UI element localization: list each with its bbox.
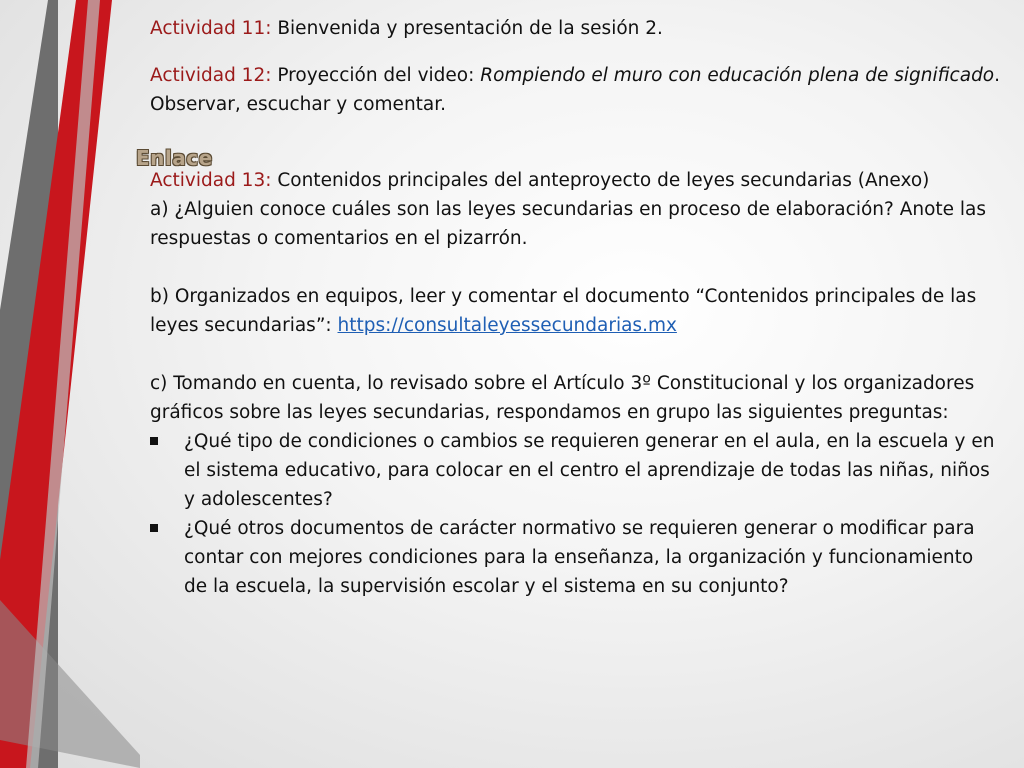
- item-b-text: b) Organizados en equipos, leer y comentar el documento “Contenidos principales de las leyes secundarias”:: [150, 286, 977, 336]
- question-text: ¿Qué tipo de condiciones o cambios se requieren generar en el aula, en la escuela y en el sistema educativo, para colocar en el centro el aprendizaje de todas las niñas, niños y adolescentes?: [184, 431, 995, 510]
- actividad-13-item-a: a) ¿Alguien conoce cuáles son las leyes secundarias en proceso de elaboración? Anote las respuestas o comentarios en el pizarrón.: [150, 199, 987, 249]
- question-item: [150, 514, 1000, 601]
- actividad-12-text-a: Proyección del video:: [271, 65, 481, 86]
- video-title: Rompiendo el muro con educación plena de significado: [480, 65, 995, 86]
- actividad-13-item-b: [150, 282, 1000, 340]
- dark-gray-stripe: [0, 600, 140, 768]
- actividad-13-text: Contenidos principales del anteproyecto de leyes secundarias (Anexo): [271, 170, 930, 191]
- questions-list: [150, 427, 1000, 601]
- actividad-11-label: Actividad 11:: [150, 18, 272, 39]
- square-bullet-icon: [150, 524, 158, 532]
- question-item: [150, 427, 1000, 514]
- slide-content: [150, 14, 1000, 601]
- actividad-11: [150, 14, 1000, 43]
- question-text: ¿Qué otros documentos de carácter normativo se requieren generar o modificar para contar con mejores condiciones para la enseñanza, la organización y funcionamiento de la escuela, la supervisión escolar y el sistema en su conjunto?: [184, 518, 975, 597]
- actividad-12-text-b: . Observar, escuchar y comentar.: [150, 65, 1001, 115]
- actividad-13-label: Actividad 13:: [150, 170, 272, 191]
- actividad-12-label: Actividad 12:: [150, 65, 272, 86]
- actividad-13: [150, 166, 1000, 195]
- square-bullet-icon: [150, 437, 158, 445]
- consulta-leyes-link[interactable]: https://consultaleyessecundarias.mx: [337, 315, 677, 336]
- decorative-diagonal-stripes: [0, 0, 140, 768]
- actividad-12: [150, 61, 1000, 119]
- actividad-11-text: Bienvenida y presentación de la sesión 2.: [271, 18, 663, 39]
- actividad-13-item-c: c) Tomando en cuenta, lo revisado sobre el Artículo 3º Constitucional y los organizadores gráficos sobre las leyes secundarias, respondamos en grupo las siguientes preguntas:: [150, 373, 975, 423]
- enlace-label: Enlace: [136, 146, 213, 170]
